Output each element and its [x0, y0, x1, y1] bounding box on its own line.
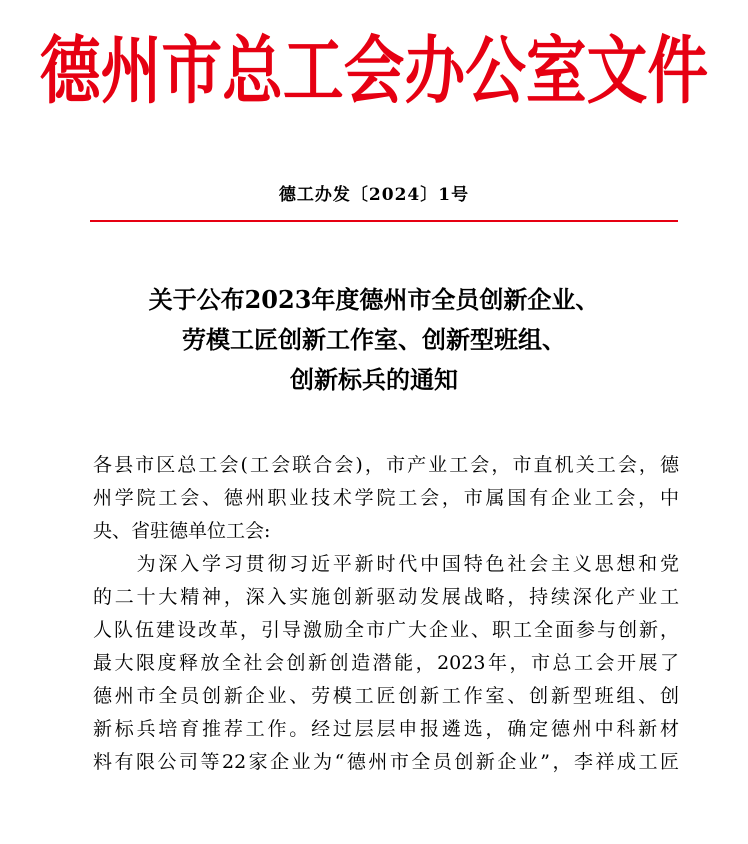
body-line: 各县市区总工会(工会联合会)，市产业工会，市直机关工会，德: [93, 454, 679, 476]
document-body: [93, 449, 679, 779]
title-line: 劳模工匠创新工作室、创新型班组、: [182, 325, 566, 354]
body-line: 的二十大精神，深入实施创新驱动发展战略，持续深化产业工: [93, 586, 679, 608]
document-title: [0, 280, 748, 400]
body-paragraph: [93, 548, 679, 779]
title-line: 创新标兵的通知: [290, 365, 458, 394]
title-line: 关于公布2023年度德州市全员创新企业、: [148, 285, 600, 314]
body-line: 新标兵培育推荐工作。经过层层申报遴选，确定德州中科新材: [93, 718, 679, 740]
body-line: 为深入学习贯彻习近平新时代中国特色社会主义思想和党: [93, 553, 679, 575]
addressee-paragraph: [93, 449, 679, 548]
body-line: 德州市全员创新企业、劳模工匠创新工作室、创新型班组、创: [93, 685, 679, 707]
red-divider-line: [90, 220, 678, 222]
masthead-title: 德州市总工会办公室文件: [39, 27, 709, 114]
document-number: 德工办发〔2024〕1号: [278, 185, 470, 205]
body-line: 料有限公司等22家企业为“德州市全员创新企业”，李祥成工匠: [93, 751, 679, 773]
body-line: 州学院工会、德州职业技术学院工会，市属国有企业工会，中: [93, 487, 679, 509]
body-line: 最大限度释放全社会创新创造潜能，2023年，市总工会开展了: [93, 652, 679, 674]
body-line: 央、省驻德单位工会:: [93, 520, 271, 542]
body-line: 人队伍建设改革，引导激励全市广大企业、职工全面参与创新，: [93, 619, 679, 641]
